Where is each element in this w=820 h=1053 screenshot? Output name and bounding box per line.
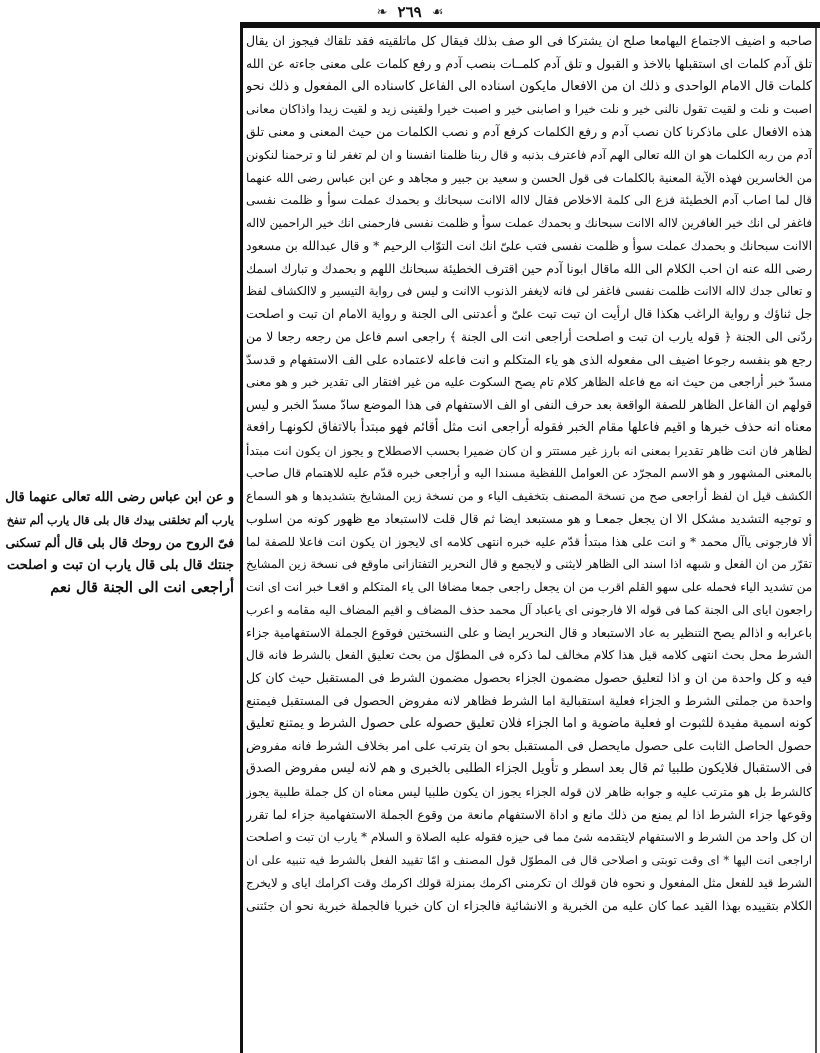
text-line: فاغفر لى انك خير الغافرين لااله الاانت سبحانك و بحمدك عملت سوأ و ظلمت نفسى فارحمنى انك خير الراحمين لااله [246, 216, 812, 230]
text-line: بالمعنى المشهور و هو الاسم المجرّد عن العوامل اللفظية مسندا اليه و أراجعى خبره قدّم عليه للاهتمام قال صاحب [246, 466, 812, 481]
margin-note-line: و عن ابن عباس رضى الله تعالى عنهما قال [5, 490, 234, 505]
text-line: معناه انه حذف خبرها و اقيم فاعلها مقام الخبر فقوله أراجعى انت مثل أقائم فهو مبتدأ بالاتفاق لكونهـا رافعة [246, 419, 812, 435]
text-line: صاحبه و اضيف الاجتماع اليهامعا صلح ان يشتركا فى الو صف بذلك فيقال كل ماتلقيته فقد تلقاك فيجوز ان يقال [246, 34, 812, 48]
text-line: الاانت سبحانك و بحمدك عملت سوأ و ظلمت نفسى فتب علىّ انك انت التوّاب الرحيم * و قال عبدالله بن مسعود [246, 238, 812, 253]
margin-note-line: يارب ألم تخلقنى بيدك قال بلى قال يارب ألم تنفخ [6, 513, 234, 527]
text-line: ان كل واحد من الشرط و الاستفهام لايتقدمه شئ مما فى حيزه فقوله عليه الصلاة و السلام * يارب ان تبت و اصلحت [246, 830, 812, 845]
text-line: الكلام بتقييده بهذا القيد عما كان عليه من الخبرية و الانشائية فالجزاء ان كان خبريا فالجملة خبرية نحو ان جئتنى [246, 898, 812, 913]
margin-note-line: أراجعى انت الى الجنة قال نعم [50, 579, 234, 596]
text-line: الشرط محل بحث انتهى كلامه قيل هذا كلام مخالف لما ذكره فى المطوّل من بحث تعليق الفعل بالشرط فانه قال [246, 648, 812, 663]
text-line: وقوعها جزاء الشرط اذا لم يمنع من ذلك مانع و اداة الاستفهام مانعة من وقوع الجملة الاستفهامية جزاء لما تقرر [246, 807, 812, 822]
text-frame-right-border [815, 28, 817, 1053]
text-line: و تعالى جدك لااله الاانت ظلمت نفسى فاغفر لى فانه لايغفر الذنوب الاانت و ليس فى رواية التيسير و لاالكشاف لفظ [246, 284, 812, 299]
text-line: كونه اسمية مفيدة للثبوت او فعلية ماضوية و اما الجزاء فلان تعليق حصوله على حصول الشرط و يمتنع تعليق [246, 715, 812, 731]
text-line: و توجيه التشديد مشكل الا ان يجعل جمعـا و هو مستبعد ايضا ثم قال قلت لااستبعاد مع ظهور كونه من اسلوب [246, 510, 812, 526]
main-text-block [246, 30, 812, 1053]
text-line: الشرط قيد للفعل مثل المفعول و نحوه فان قولك ان تكرمنى اكرمك بمنزلة قولك اكرمك وقت اكرامك اياى و لايخرج [246, 875, 812, 890]
text-frame-top-border [240, 22, 820, 28]
text-line: تلق آدم كلمات اى استقبلها بالاخذ و القبول و تلق آدم كلمــات بنصب آدم و رفع كلمات على معنى جاءته عن الله [246, 56, 812, 71]
text-line: راجعون اياى الى الجنة كما فى قوله الا فارجونى اى ياعباد آل محمد حذف المضاف و اقيم المضاف اليه مقامه و اعرب [246, 602, 812, 617]
text-line: اراجعى انت اليها * اى وقت توبتى و اصلاحى قال فى المطوّل قول المصنف و امّا تقييد الفعل بالشرط فيه تنبيه على ان [246, 853, 812, 867]
text-line: جل ثناؤك و رواية الراغب هكذا قال ارأيت ان تبت تبت علىّ و أعدتنى الى الجنة و رواية الامام ان تبت و اصلحت [246, 307, 812, 321]
page-header [0, 2, 820, 22]
margin-note-line: جنتك قال بلى قال يارب ان تبت و اصلحت [7, 557, 234, 573]
text-line: فى الاستقبال فلايكون طلبيا ثم قال بعد اسطر و تأويل الجزاء الطلبى بالخبرى و هم لانه ليس مفروض الصدق [246, 761, 812, 776]
text-line: واحدة من جملتى الشرط و الجزاء فعلية استقبالية اما الشرط فظاهر لانه مفروض الحصول فى المستقبل فيمتنع [246, 693, 812, 708]
text-line: تقرّر من ان الفعل و شبهه اذا اسند الى الظاهر لايثنى و لايجمع و قال النحرير التفتازانى ماوقع فى نسخة زين المشايخ [246, 557, 812, 572]
text-line: مسدّ خبر أراجعى من حيث انه مع فاعله الظاهر كلام تام يصح السكوت عليه من غير افتقار الى تقدير خبر و هو معنى [246, 375, 812, 390]
text-line: رضى الله عنه ان احب الكلام الى الله ماقال ابونا آدم حين اقترف الخطيئة سبحانك اللهم و بحمدك و تبارك اسمك [246, 261, 812, 276]
text-line: قولهم ان الفاعل الظاهر للصفة الواقعة بعد حرف النفى او الف الاستفهام فى هذا الموضع سادّ مسدّ الخبر و ليس [246, 398, 812, 412]
text-line: الكشف قيل ان لفظ أراجعى صح من نسخة المصنف بتخفيف الياء و من نسخة زين المشايخ بتشديدها و هو السماع [246, 489, 812, 503]
text-line: ردّنى الى الجنة ﴿ قوله يارب ان تبت و اصلحت أراجعى انت الى الجنة ﴾ راجعى اسم فاعل من رجعه رجعا لا من [246, 329, 812, 344]
text-line: لظاهر فان انت ظاهر تقديرا بمعنى انه بارز غير مستتر و ان كان ضميرا بحسب الاصطلاح و يجوز ان يكون انت مبتدأ [246, 443, 812, 458]
text-line: فيه و كل واحدة من ان و اذا لتعليق حصول مضمون الجزاء بحصول مضمون الشرط فى المستقبل حيث كان كل [246, 671, 812, 685]
text-line: قال لما اصاب آدم الخطيئة فزع الى كلمة الاخلاص فقال لااله الاانت سبحانك و بحمدك عملت سوأ و ظلمت نفسى [246, 193, 812, 208]
text-line: اصبت و نلت و لقيت تقول نالنى خير و نلت خيرا و اصابنى خير و اصبت خيرا ولقينى زيد و لقيت زيدا واذاكان معانى [246, 102, 812, 117]
text-frame-left-border [240, 22, 243, 1053]
text-line: رجع هو بنفسه رجوعا اضيف الى مفعوله الذى هو ياء المتكلم و انت فاعله لاعتماده على الف الاستفهام و قدسدّ [246, 351, 812, 367]
text-line: كالشرط بل هو مترتب عليه و جوابه ظاهر لان قوله الجزاء يجوز ان يكون طلبيا ليس معناه ان كل جملة طلبية يجوز [246, 784, 812, 799]
margin-note-line: فىّ الروح من روحك قال بلى قال ألم تسكنى [5, 535, 234, 550]
text-line: آدم من ربه الكلمات هو ان الله تعالى الهم آدم فاعترف بذنبه و قال ربنا ظلمنا انفسنا و ان لم تغفر لنا و ترحمنا لنكونن [246, 147, 812, 162]
ornament-left-icon: ❧ [376, 4, 388, 20]
text-line: كلمات قال الامام الواحدى و ذلك ان من الافعال مايكون اسناده الى الفاعل كاسناده الى المفعول و ذلك نحو [246, 78, 812, 94]
margin-note [4, 487, 234, 600]
text-line: باعرابه و اذالم يصح التنظير به عاد الاستبعاد و قال النحرير ايضا و على النسختين فوقوع الجملة الاستفهامية جزاء [246, 625, 812, 640]
text-line: ألا فارجونى ياآل محمد * و انت على هذا مبتدأ قدّم عليه خبره انتهى كلامه اى لايجوز ان يكون انت فاعلا للصفة لما [246, 534, 812, 549]
text-line: هذه الافعال على ماذكرنا كان نصب آدم و رفع الكلمات كرفع آدم و نصب الكلمات من حيث المعنى و معنى تلق [246, 124, 812, 139]
text-line: حصول الحاصل الثابت على حصول مايحصل فى المستقبل بحو ان يترتب على امر بخلاف الشرط فانه مفروض [246, 738, 812, 754]
text-line: من تشديد الياء فحمله على سهو القلم اقرب من ان يجعل راجعى جمعا مضافا الى ياء المتكلم و اقعـا خبر انت اى انت [246, 580, 812, 594]
page-number: ٢٦٩ [397, 3, 422, 21]
ornament-right-icon: ☙ [431, 4, 444, 20]
text-line: من الخاسرين فهذه الآية المعنية بالكلمات فى قول الحسن و سعيد بن جبير و مجاهد و عن ابن عباس رضى الله عنهما [246, 170, 812, 185]
